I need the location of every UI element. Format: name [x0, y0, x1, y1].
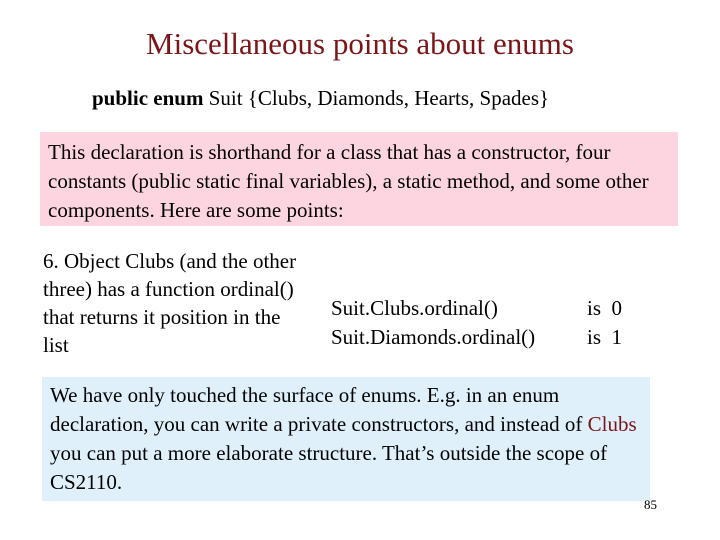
clubs-highlight: Clubs	[587, 412, 637, 436]
enum-declaration	[92, 86, 549, 111]
declaration-body: Suit {Clubs, Diamonds, Hearts, Spades}	[203, 86, 550, 110]
point-six-text: 6. Object Clubs (and the other three) has a function ordinal() that returns it position in the list	[43, 249, 297, 357]
page-number: 85	[644, 497, 657, 512]
ordinal-row-clubs	[331, 294, 622, 323]
ordinal-row-diamonds	[331, 323, 622, 352]
declaration-keywords: public enum	[92, 86, 204, 110]
ordinal-result: is 1	[587, 325, 623, 349]
scope-note-part1: We have only touched the surface of enums. E.g. in an enum declaration, you can write a private constructors, and instead of	[50, 383, 588, 436]
scope-note-part2: you can put a more elaborate structure. That’s outside the scope of CS2110.	[50, 441, 608, 494]
ordinal-examples	[331, 294, 622, 352]
slide-title: Miscellaneous points about enums	[146, 26, 574, 61]
ordinal-expression: Suit.Clubs.ordinal()	[331, 296, 498, 320]
explanation-box: This declaration is shorthand for a class that has a constructor, four constants (public static final variables), a static method, and some other components. Here are some points:	[40, 132, 678, 226]
scope-note-box	[42, 377, 650, 501]
ordinal-expression: Suit.Diamonds.ordinal()	[331, 325, 536, 349]
ordinal-result: is 0	[587, 296, 623, 320]
